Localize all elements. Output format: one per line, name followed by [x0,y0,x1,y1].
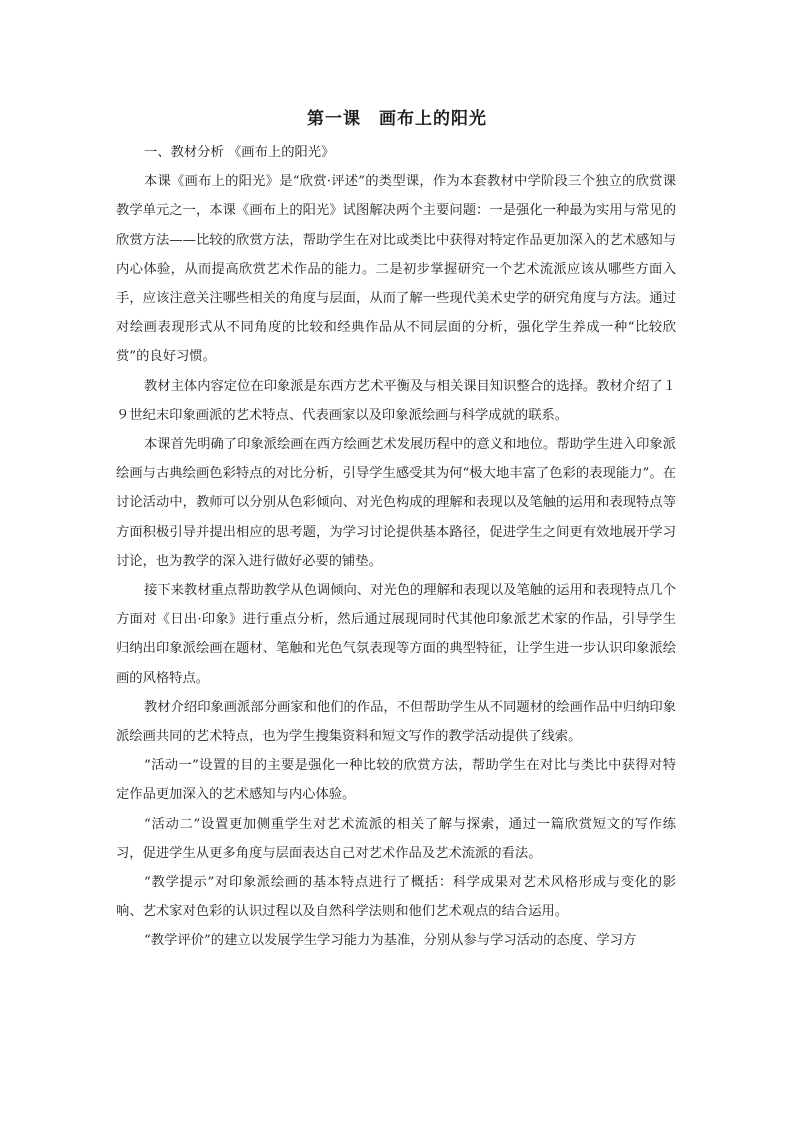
section-heading: 一、教材分析 《画布上的阳光》 [144,145,335,160]
paragraph: “活动二”设置更加侧重学生对艺术流派的相关了解与探索，通过一篇欣赏短文的写作练习，促进学生从更多角度与层面表达自己对艺术作品及艺术流派的看法。 [116,816,676,861]
paragraph: “教学提示”对印象派绘画的基本特点进行了概括：科学成果对艺术风格形成与变化的影响、艺术家对色彩的认识过程以及自然科学法则和他们艺术观点的结合运用。 [116,875,676,920]
paragraph: “活动一”设置的目的主要是强化一种比较的欣赏方法，帮助学生在对比与类比中获得对特定作品更加深入的艺术感知与内心体验。 [116,758,676,803]
paragraph: 接下来教材重点帮助教学从色调倾向、对光色的理解和表现以及笔触的运用和表现特点几个方面对《日出·印象》进行重点分析，然后通过展现同时代其他印象派艺术家的作品，引导学生归纳出印象派绘画在题材、笔触和光色气氛表现等方面的典型特征，让学生进一步认识印象派绘画的风格特点。 [116,583,676,686]
paragraph: 本课《画布上的阳光》是“欣赏·评述”的类型课，作为本套教材中学阶段三个独立的欣赏课教学单元之一，本课《画布上的阳光》试图解决两个主要问题：一是强化一种最为实用与常见的欣赏方法——比较的欣赏方法，帮助学生在对比或类比中获得对特定作品更加深入的艺术感知与内心体验，从而提高欣赏艺术作品的能力。二是初步掌握研究一个艺术流派应该从哪些方面入手，应该注意关注哪些相关的角度与层面，从而了解一些现代美术史学的研究角度与方法。通过对绘画表现形式从不同角度的比较和经典作品从不同层面的分析，强化学生养成一种“比较欣赏”的良好习惯。 [116,174,676,365]
paragraph: 教材介绍印象画派部分画家和他们的作品，不但帮助学生从不同题材的绘画作品中归纳印象派绘画共同的艺术特点，也为学生搜集资料和短文写作的教学活动提供了线索。 [116,699,676,745]
document-body [116,138,676,956]
paragraph: “教学评价”的建立以发展学生学习能力为基准，分别从参与学习活动的态度、学习方 [144,933,637,949]
page-title: 第一课 画布上的阳光 [307,109,487,129]
paragraph: 本课首先明确了印象派绘画在西方绘画艺术发展历程中的意义和地位。帮助学生进入印象派绘画与古典绘画色彩特点的对比分析，引导学生感受其为何“极大地丰富了色彩的表现能力”。在讨论活动中，教师可以分别从色彩倾向、对光色构成的理解和表现以及笔触的运用和表现特点等方面积极引导并提出相应的思考题，为学习讨论提供基本路径，促进学生之间更有效地展开学习讨论，也为教学的深入进行做好必要的铺垫。 [116,437,676,569]
paragraph: 教材主体内容定位在印象派是东西方艺术平衡及与相关课目知识整合的选择。教材介绍了１９世纪末印象画派的艺术特点、代表画家以及印象派绘画与科学成就的联系。 [116,378,676,423]
